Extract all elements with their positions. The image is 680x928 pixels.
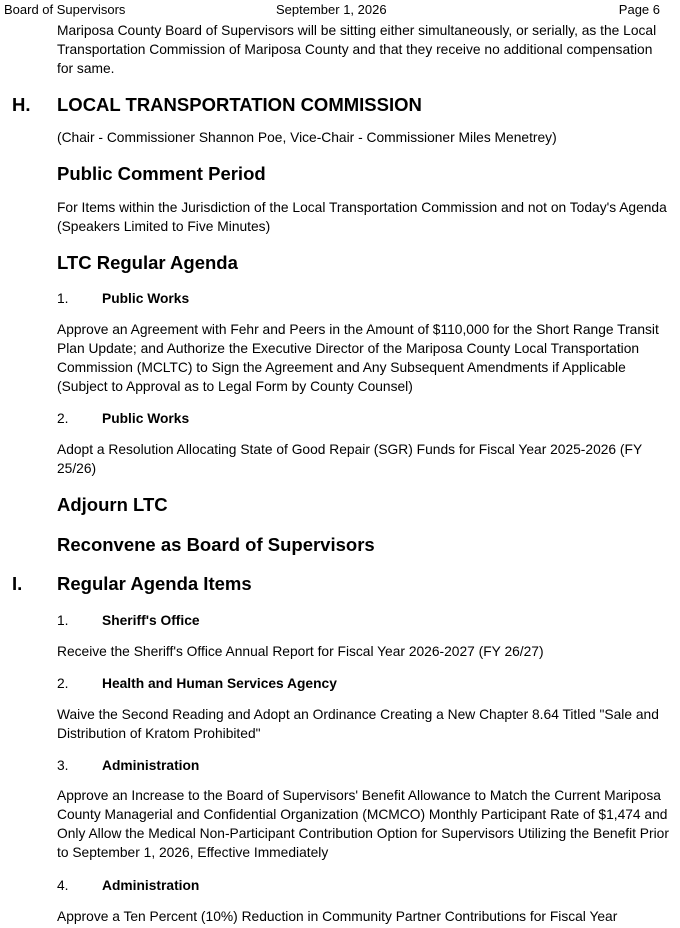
header-page-number: Page 6 xyxy=(618,2,660,17)
adjourn-ltc-heading: Adjourn LTC xyxy=(57,494,168,515)
agenda-item-text: Receive the Sheriff's Office Annual Report for Fiscal Year 2026-2027 (FY 26/27) xyxy=(57,644,544,659)
reconvene-heading: Reconvene as Board of Supervisors xyxy=(57,534,375,555)
agenda-item-number: 1. xyxy=(57,291,69,306)
intro-paragraph: Mariposa County Board of Supervisors will be sitting either simultaneously, or serially, as the Local Transportation Commission of Mariposa County and that they receive no additional compensation for same. xyxy=(57,23,657,76)
agenda-item-number: 3. xyxy=(57,758,69,773)
section-h-letter: H. xyxy=(12,94,31,115)
section-i-title: Regular Agenda Items xyxy=(57,573,252,594)
ltc-regular-agenda-heading: LTC Regular Agenda xyxy=(57,252,238,273)
agenda-item-department: Health and Human Services Agency xyxy=(102,676,337,691)
agenda-item-department: Public Works xyxy=(102,291,190,306)
agenda-item-text: Approve an Increase to the Board of Supervisors' Benefit Allowance to Match the Current Mariposa County Managerial and Confidential Organization (MCMCO) Monthly Participant Rate of $1,474 and Only Allow the Medical Non-Participant Contribution Option for Supervisors Utilizing the Benefit Prior to September 1, 2026, Effective Immediately xyxy=(57,788,669,860)
public-comment-heading: Public Comment Period xyxy=(57,163,266,184)
section-i-letter: I. xyxy=(12,573,23,594)
agenda-item-department: Sheriff's Office xyxy=(102,613,200,628)
agenda-item-text: Adopt a Resolution Allocating State of Good Repair (SGR) Funds for Fiscal Year 2025-2026 (FY 25/26) xyxy=(57,442,642,476)
agenda-item-department: Administration xyxy=(102,878,200,893)
section-h-chairs: (Chair - Commissioner Shannon Poe, Vice-Chair - Commissioner Miles Menetrey) xyxy=(57,130,557,145)
section-h-title: LOCAL TRANSPORTATION COMMISSION xyxy=(57,94,422,115)
agenda-item-department: Administration xyxy=(102,758,200,773)
header-title: Board of Supervisors xyxy=(4,2,126,17)
agenda-item-text: Approve a Ten Percent (10%) Reduction in Community Partner Contributions for Fiscal Year xyxy=(57,909,618,924)
agenda-item-number: 2. xyxy=(57,676,69,691)
public-comment-text: For Items within the Jurisdiction of the Local Transportation Commission and not on Today's Agenda (Speakers Limited to Five Minutes) xyxy=(57,200,667,234)
agenda-item-number: 2. xyxy=(57,411,69,426)
agenda-item-department: Public Works xyxy=(102,411,190,426)
agenda-item-text: Approve an Agreement with Fehr and Peers in the Amount of $110,000 for the Short Range Transit Plan Update; and Authorize the Executive Director of the Mariposa County Local Transportation Commission (MCLTC) to Sign the Agreement and Any Subsequent Amendments if Applicable (Subject to Approval as to Legal Form by County Counsel) xyxy=(57,322,659,394)
header-date: September 1, 2026 xyxy=(276,2,387,17)
agenda-item-number: 4. xyxy=(57,878,69,893)
agenda-item-text: Waive the Second Reading and Adopt an Ordinance Creating a New Chapter 8.64 Titled "Sale and Distribution of Kratom Prohibited" xyxy=(57,707,659,741)
agenda-item-number: 1. xyxy=(57,613,69,628)
